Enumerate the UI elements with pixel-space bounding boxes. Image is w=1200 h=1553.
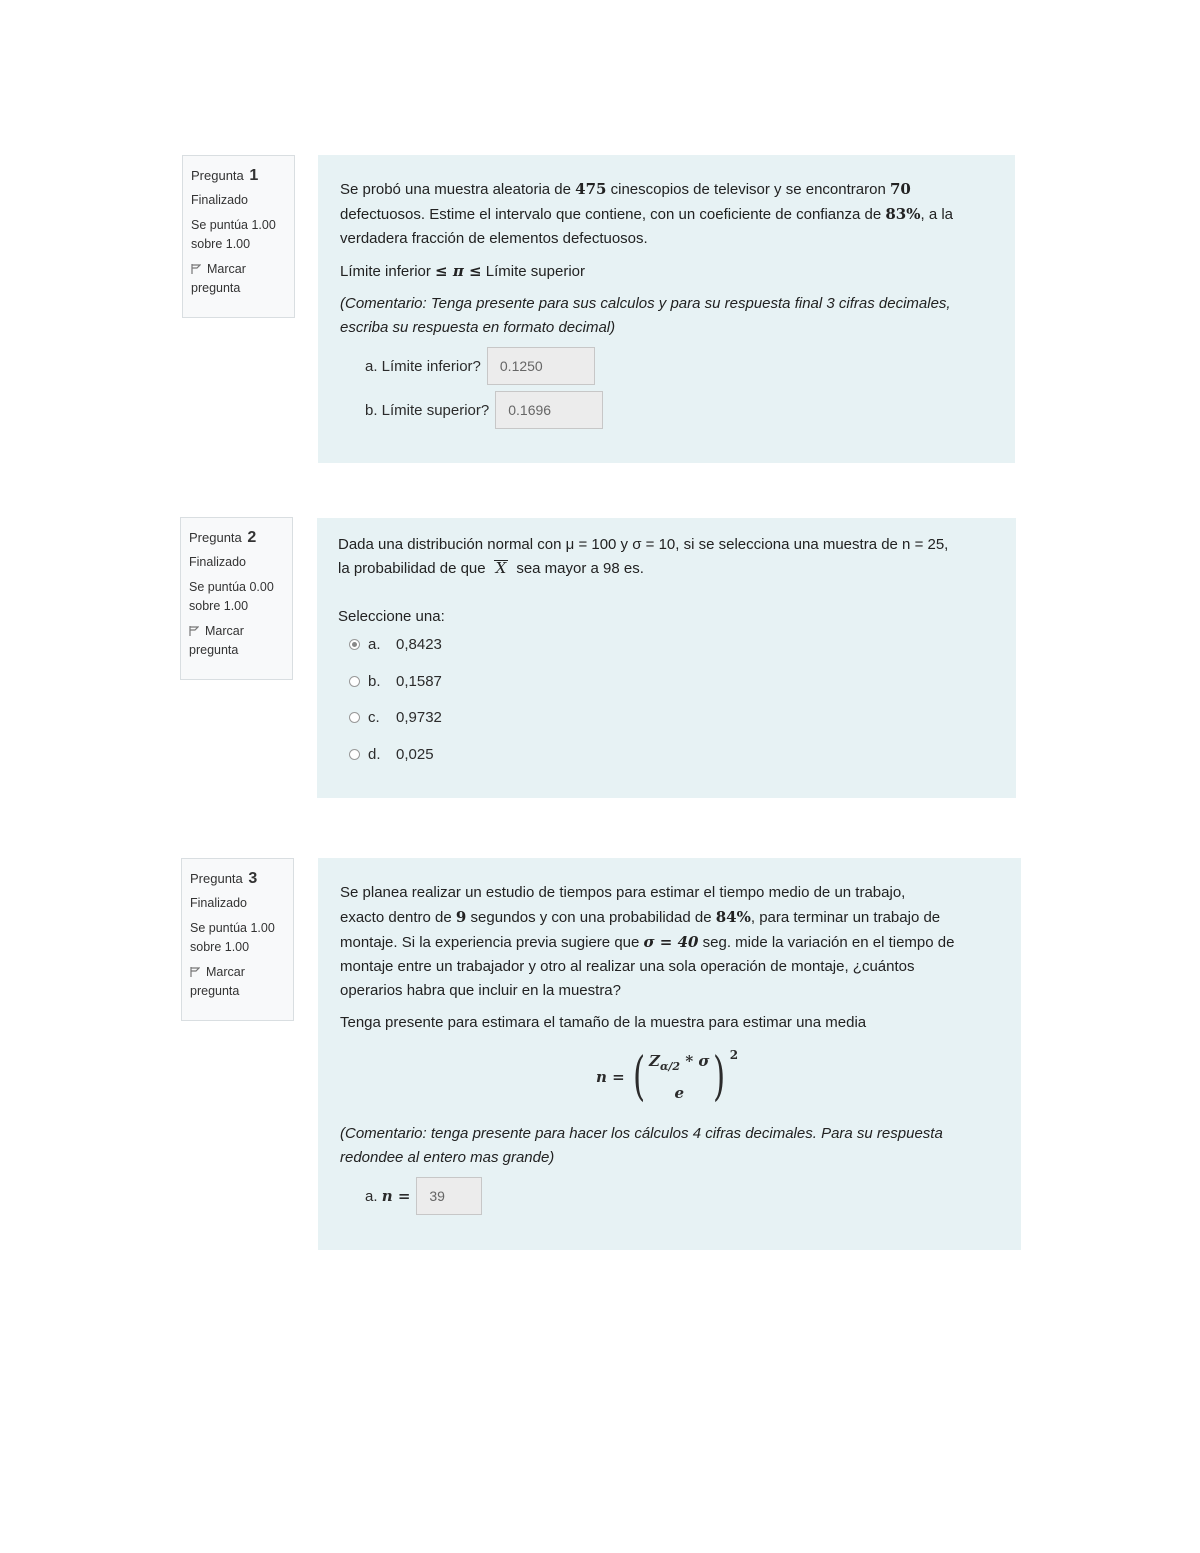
answer-label-lower: a. Límite inferior? [365,357,481,375]
flag-question-link[interactable]: Marcar pregunta [189,624,244,657]
lower-limit-input[interactable]: 0.1250 [487,347,595,385]
sample-size-formula: n = ( $Z_{\alpha/2}$ * σ e ) 2 [596,1047,739,1107]
answer-row-upper [365,391,603,429]
flag-icon [189,626,199,636]
question-number: Pregunta 1 [191,167,259,184]
question-score: Se puntúa 1.00 sobre 1.00 [191,218,276,251]
question-3-hint: Tenga presente para estimara el tamaño de la muestra para estimar una media [340,1014,867,1031]
question-status: Finalizado [189,555,246,569]
answer-row-lower [365,347,595,385]
sample-size-input[interactable]: 39 [416,1177,482,1215]
question-status: Finalizado [190,896,247,910]
question-3-text: Se planea realizar un estudio de tiempos para estimar el tiempo medio de un trabajo, exacto dentro de 9 segundos y con una probabilidad de 84%, para terminar un trabajo de montaje. Si la experiencia previa sugiere que σ = 40 seg. mide la variación en el tiempo de montaje entre un trabajador y otro al realizar una sola operación de montaje, ¿cuántos operarios habra que incluir en la muestra? [340,884,955,999]
answer-row-n: a. n = 39 [365,1177,482,1215]
upper-limit-input[interactable]: 0.1696 [495,391,603,429]
question-number: Pregunta 3 [190,870,258,887]
question-1-inequality: Límite inferior ≤ π ≤ Límite superior [340,262,585,280]
radio-icon[interactable] [349,749,360,760]
question-1-text: Se probó una muestra aleatoria de 475 cinescopios de televisor y se encontraron 70 defectuosos. Estime el intervalo que contiene, con un coeficiente de confianza de 83%, a la verdadera fracción de elementos defectuosos. [340,180,954,247]
x-bar-symbol: X [495,559,507,577]
flag-question-link[interactable]: Marcar pregunta [190,965,245,998]
answer-label-upper: b. Límite superior? [365,401,490,419]
question-number: Pregunta 2 [189,529,257,546]
flag-icon [190,967,200,977]
flag-icon [191,264,201,274]
question-1-info [182,155,295,318]
question-2-text: Dada una distribución normal con μ = 100 y σ = 10, si se selecciona una muestra de n = 25, la probabilidad de que X sea mayor a 98 es. [338,536,949,577]
option-d[interactable]: d. 0,025 [349,746,434,763]
question-score: Se puntúa 1.00 sobre 1.00 [190,921,275,954]
select-prompt: Seleccione una: [338,608,445,625]
radio-icon[interactable] [349,676,360,687]
question-score: Se puntúa 0.00 sobre 1.00 [189,580,274,613]
question-3-note: (Comentario: tenga presente para hacer los cálculos 4 cifras decimales. Para su respuesta redondee al entero mas grande) [340,1125,943,1166]
question-3-info [181,858,294,1021]
question-1-note: (Comentario: Tenga presente para sus calculos y para su respuesta final 3 cifras decimales, escriba su respuesta en formato decimal) [340,295,951,336]
option-b[interactable]: b. 0,1587 [349,673,442,690]
question-status: Finalizado [191,193,248,207]
option-a[interactable]: a. 0,8423 [349,636,442,653]
question-2-info [180,517,293,680]
option-c[interactable]: c. 0,9732 [349,709,442,726]
radio-selected-icon[interactable] [349,639,360,650]
radio-icon[interactable] [349,712,360,723]
flag-question-link[interactable]: Marcar pregunta [191,262,246,295]
question-3-note-wrap [340,1122,1000,1170]
